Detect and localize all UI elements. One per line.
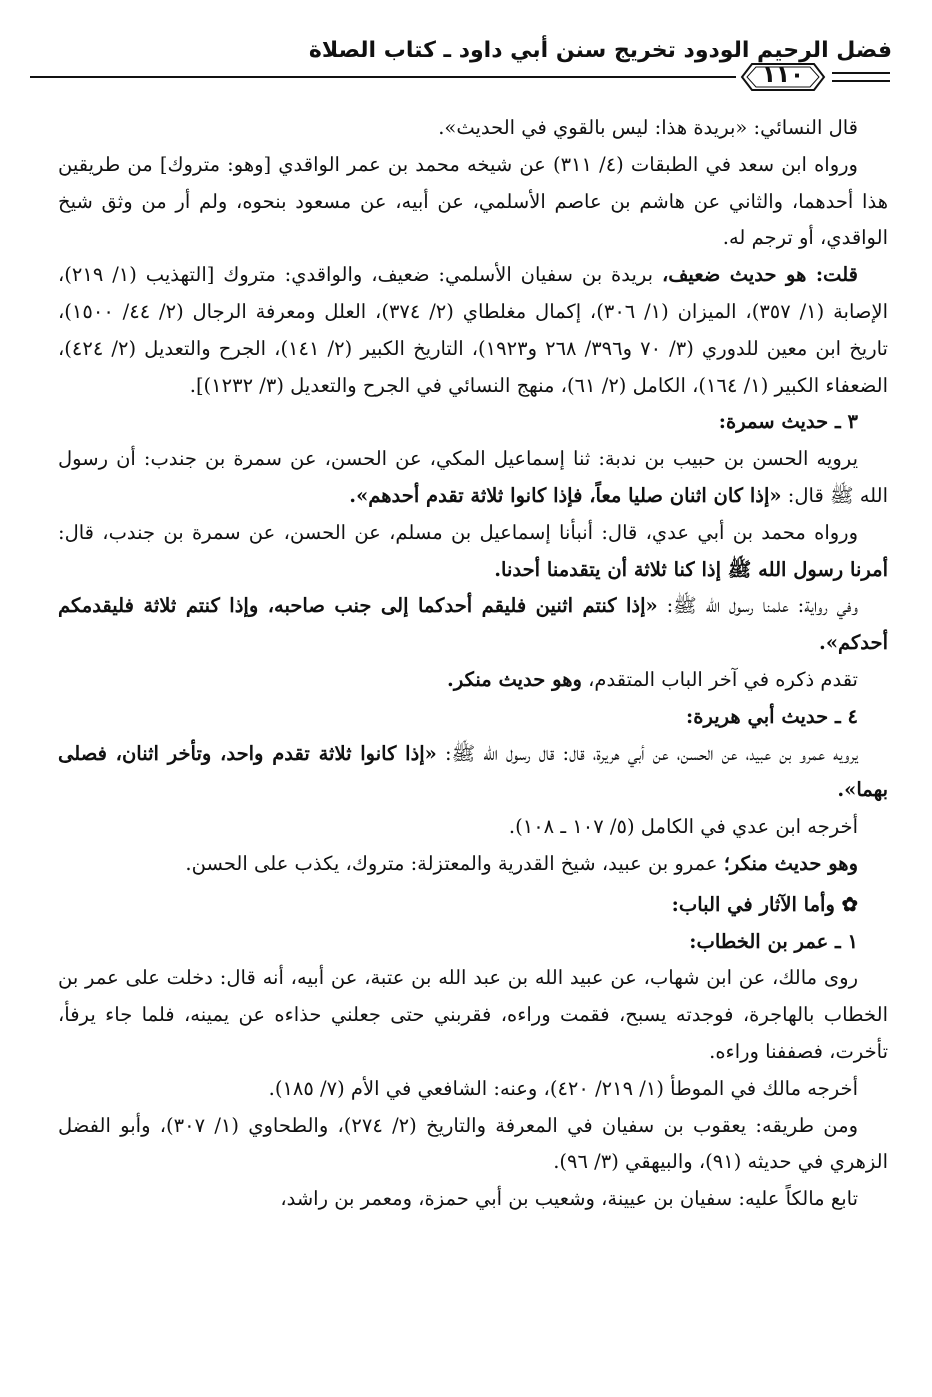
paragraph-nasai-quote bbox=[58, 110, 888, 147]
paragraph-followers bbox=[58, 1181, 888, 1218]
page-number-frame bbox=[740, 60, 826, 94]
header-rule-right-bottom bbox=[832, 80, 890, 82]
paragraph-text: أخرجه مالك في الموطأ (١/ ٢١٩/ ٤٢٠)، وعنه: الشافعي في الأم (٧/ ١٨٥). bbox=[268, 1076, 858, 1100]
paragraph-text: قال النسائي: «بريدة هذا: ليس بالقوي في الحديث». bbox=[438, 116, 858, 139]
paragraph-samura-2 bbox=[58, 515, 888, 589]
paragraph-samura-1 bbox=[58, 441, 888, 515]
paragraph-via-malik bbox=[58, 1108, 888, 1182]
paragraph-samura-verdict bbox=[58, 662, 888, 699]
paragraph-text: بريدة بن سفيان الأسلمي: ضعيف، والواقدي: متروك [التهذيب (١/ ٢١٩)، الإصابة (١/ ٣٥٧)، الميزان (١/ ٣٠٦)، إكمال مغلطاي (٢/ ٣٧٤)، العلل ومعرفة الرجال (٢/ ٤٤/ ١٥٠٠)، تاريخ ابن معين للدوري (٣/ ٧٠ و٣٩٦/ ٢٦٨ و١٩٢٣)، التاريخ الكبير (٢/ ١٤١)، الجرح والتعديل (٢/ ٤٢٤)، الضعفاء الكبير (١/ ١٦٤)، الكامل (٢/ ٦١)، منهج النسائي في الجرح والتعديل (٣/ ١٢٣٢)]. bbox=[58, 263, 888, 397]
paragraph-abu-hurayra-verdict bbox=[58, 846, 888, 883]
paragraph-text: تقدم ذكره في آخر الباب المتقدم، bbox=[581, 667, 858, 691]
paragraph-muwatta bbox=[58, 1071, 888, 1108]
verdict-bold: وهو حديث منكر. bbox=[447, 667, 582, 691]
paragraph-ibn-saad bbox=[58, 147, 888, 257]
paragraph-text: روى مالك، عن ابن شهاب، عن عبيد الله بن عبد الله بن عتبة، عن أبيه، أنه قال: دخلت على عمر بن الخطاب بالهاجرة، فوجدته يسبح، فقمت وراءه، فقربني حتى جعلني حذاءه عن يمينه، فلما جاء يرفأ، تأخرت، فصففنا وراءه. bbox=[58, 966, 888, 1063]
section-heading-samura: ٣ ـ حديث سمرة: bbox=[718, 410, 858, 434]
section-heading-athar: ✿ وأما الآثار في الباب: bbox=[671, 892, 858, 916]
paragraph-text: أخرجه ابن عدي في الكامل (٥/ ١٠٧ ـ ١٠٨). bbox=[508, 815, 858, 839]
paragraph-text: وفي رواية: علمنا رسول الله ﷺ: bbox=[657, 594, 858, 618]
paragraph-samura-3 bbox=[58, 588, 888, 662]
hadith-text-bold: «إذا كنتم اثنين فليقم أحدكما إلى جنب صاحبه، وإذا كنتم ثلاثة فليقدمكم أحدكم». bbox=[58, 594, 888, 655]
paragraph-text: يرويه عمرو بن عبيد، عن الحسن، عن أبي هريرة، قال: قال رسول الله ﷺ: bbox=[436, 741, 858, 765]
header-rule-right-top bbox=[832, 72, 890, 74]
section-heading-umar: ١ ـ عمر بن الخطاب: bbox=[689, 929, 858, 953]
paragraph-text: ورواه ابن سعد في الطبقات (٤/ ٣١١) عن شيخه محمد بن عمر الواقدي [وهو: متروك] من طريقين هذا أحدهما، والثاني عن هاشم بن عاصم الأسلمي، عن أبيه، عن مسعود بنحوه، ولم أر من وثق شيخ الواقدي، أو ترجم له. bbox=[58, 152, 888, 250]
section-heading-abu-hurayra: ٤ ـ حديث أبي هريرة: bbox=[686, 704, 858, 728]
verdict-bold: قلت: هو حديث ضعيف، bbox=[661, 263, 858, 287]
hadith-text-bold: أمرنا رسول الله ﷺ إذا كنا ثلاثة أن يتقدمنا أحدنا. bbox=[494, 557, 888, 581]
paragraph-text: تابع مالكاً عليه: سفيان بن عيينة، وشعيب بن أبي حمزة، ومعمر بن راشد، bbox=[280, 1187, 858, 1211]
hadith-text-bold: «إذا كان اثنان صليا معاً، فإذا كانوا ثلاثة تقدم أحدهم». bbox=[349, 483, 782, 507]
header-rule-left bbox=[30, 76, 736, 78]
running-header-title: فضل الرحيم الودود تخريج سنن أبي داود ـ كتاب الصلاة bbox=[308, 38, 892, 63]
verdict-bold: وهو حديث منكر؛ bbox=[723, 851, 858, 875]
hadith-text-bold: «إذا كانوا ثلاثة تقدم واحد، وتأخر اثنان، فصلى بهما». bbox=[58, 741, 888, 802]
paragraph-text: يرويه الحسن بن حبيب بن ندبة: ثنا إسماعيل المكي، عن الحسن، عن سمرة بن جندب: أن رسول الله ﷺ قال: bbox=[58, 447, 888, 507]
paragraph-ibn-adi bbox=[58, 809, 888, 846]
page-body bbox=[58, 110, 888, 1218]
paragraph-verdict-weak bbox=[58, 257, 888, 404]
paragraph-text: ورواه محمد بن أبي عدي، قال: أنبأنا إسماعيل بن مسلم، عن الحسن، عن سمرة بن جندب، قال: bbox=[58, 520, 858, 544]
page-number: ١١٠ bbox=[761, 62, 805, 88]
paragraph-text: عمرو بن عبيد، شيخ القدرية والمعتزلة: متروك، يكذب على الحسن. bbox=[185, 851, 724, 875]
paragraph-malik-narration bbox=[58, 960, 888, 1070]
paragraph-text: ومن طريقه: يعقوب بن سفيان في المعرفة والتاريخ (٢/ ٢٧٤)، والطحاوي (١/ ٣٠٧)، وأبو الفضل الزهري في حديثه (٩١)، والبيهقي (٣/ ٩٦). bbox=[58, 1113, 888, 1174]
paragraph-abu-hurayra-1 bbox=[58, 736, 888, 810]
